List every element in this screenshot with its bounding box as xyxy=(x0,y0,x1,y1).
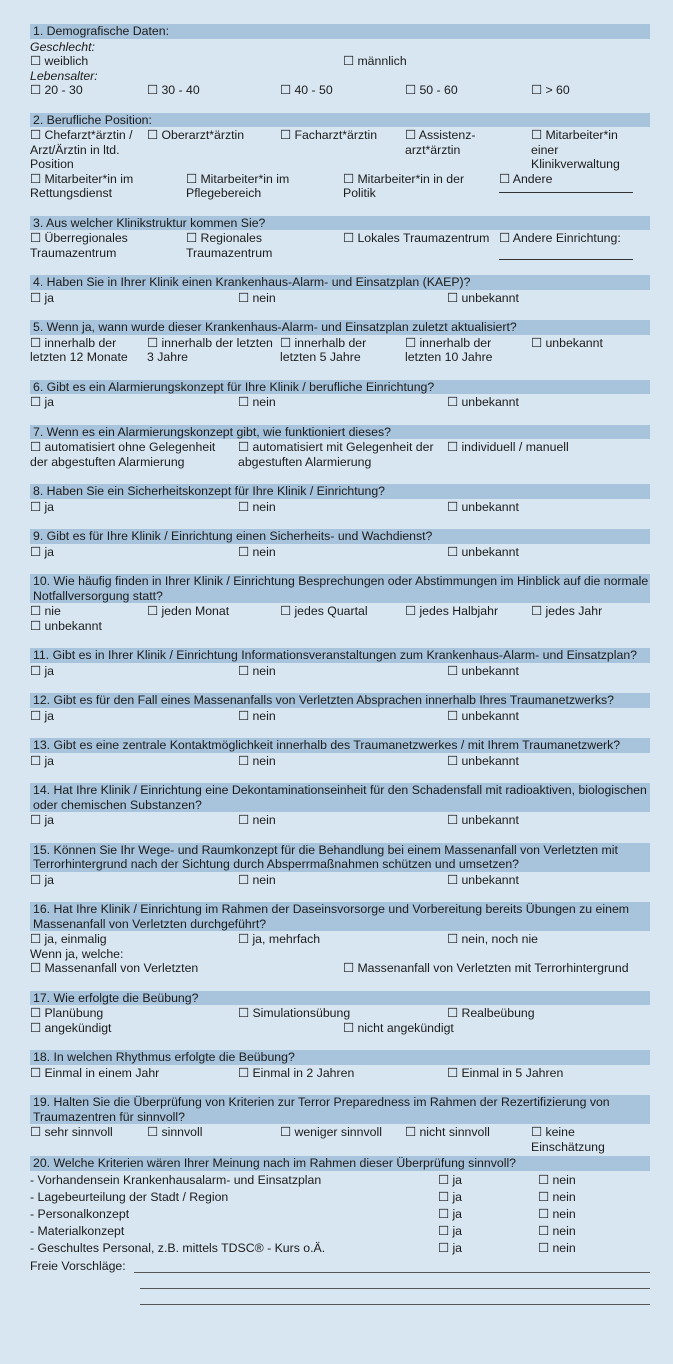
option-einmalig[interactable]: ☐ ja, einmalig xyxy=(30,932,107,946)
option-nein[interactable]: ☐ nein xyxy=(238,663,276,678)
option-unbekannt[interactable]: ☐ unbekannt xyxy=(447,813,519,827)
section-16-options xyxy=(30,932,650,947)
age-row xyxy=(30,83,650,98)
option-einmal-1-jahr[interactable]: ☐ Einmal in einem Jahr xyxy=(30,1065,160,1080)
section-5-header: 5. Wenn ja, wann wurde dieser Krankenhaus-Alarm- und Einsatzplan zuletzt aktualisiert? xyxy=(30,320,650,335)
option-jedes-jahr[interactable]: ☐ jedes Jahr xyxy=(531,604,603,618)
gender-row xyxy=(30,54,650,69)
section-4-header: 4. Haben Sie in Ihrer Klinik einen Krankenhaus-Alarm- und Einsatzplan (KAEP)? xyxy=(30,275,650,290)
option-age-40-50[interactable]: ☐ 40 - 50 xyxy=(280,83,333,97)
option-age-60-plus[interactable]: ☐ > 60 xyxy=(531,83,570,97)
criteria-nein[interactable]: ☐ nein xyxy=(538,1223,576,1238)
option-nicht-sinnvoll[interactable]: ☐ nicht sinnvoll xyxy=(405,1125,490,1139)
position-row-2 xyxy=(30,172,650,201)
section-10-options-2 xyxy=(30,619,650,634)
criteria-label: - Personalkonzept xyxy=(30,1206,130,1221)
option-nein[interactable]: ☐ nein xyxy=(238,708,276,723)
section-16 xyxy=(30,902,650,976)
free-suggestions-row xyxy=(30,1259,650,1274)
option-unbekannt[interactable]: ☐ unbekannt xyxy=(531,335,603,350)
option-unbekannt[interactable]: ☐ unbekannt xyxy=(447,872,519,887)
criteria-nein[interactable]: ☐ nein xyxy=(538,1189,576,1204)
option-jedes-quartal[interactable]: ☐ jedes Quartal xyxy=(280,604,368,618)
section-7-header: 7. Wenn es ein Alarmierungskonzept gibt, wie funktioniert dieses? xyxy=(30,425,650,440)
position-row-1 xyxy=(30,128,650,172)
section-10-header: 10. Wie häufig finden in Ihrer Klinik / Einrichtung Besprechungen oder Abstimmungen im Hinblick auf die normale Notfallversorgung statt? xyxy=(30,574,650,603)
gender-label: Geschlecht: xyxy=(30,39,95,54)
option-unbekannt[interactable]: ☐ unbekannt xyxy=(30,618,102,633)
section-5 xyxy=(30,320,650,365)
andere-einrichtung-input-line[interactable] xyxy=(499,259,633,260)
section-8 xyxy=(30,484,650,514)
option-individuell[interactable]: ☐ individuell / manuell xyxy=(447,440,569,454)
option-andere-wrap xyxy=(499,172,633,201)
section-2 xyxy=(30,113,650,201)
section-14-header: 14. Hat Ihre Klinik / Einrichtung eine Dekontaminationseinheit für den Schadensfall mit radioaktiven, biologischen oder chemischen Substanzen? xyxy=(30,783,650,812)
section-16-which-label-row xyxy=(30,947,650,962)
section-2-header: 2. Berufliche Position: xyxy=(30,113,650,128)
section-14 xyxy=(30,783,650,828)
option-einmal-5-jahre[interactable]: ☐ Einmal in 5 Jahren xyxy=(447,1065,564,1080)
criteria-ja[interactable]: ☐ ja xyxy=(438,1172,463,1187)
option-automatisiert-mit[interactable]: ☐ automatisiert mit Gelegenheit der abgestuften Alarmierung xyxy=(238,440,434,469)
option-oberarzt[interactable]: ☐ Oberarzt*ärztin xyxy=(147,128,245,142)
option-andere[interactable]: ☐ Andere xyxy=(499,171,553,186)
section-14-options xyxy=(30,813,650,828)
section-16-which-options xyxy=(30,961,650,976)
criteria-nein[interactable]: ☐ nein xyxy=(538,1206,576,1221)
option-mehrfach[interactable]: ☐ ja, mehrfach xyxy=(238,932,321,946)
option-nein[interactable]: ☐ nein xyxy=(238,813,276,827)
option-nicht-angekuendigt[interactable]: ☐ nicht angekündigt xyxy=(343,1020,454,1035)
option-5-jahre[interactable]: ☐ innerhalb der letzten 5 Jahre xyxy=(280,335,367,364)
criteria-ja[interactable]: ☐ ja xyxy=(438,1189,463,1204)
section-20-header: 20. Welche Kriterien wären Ihrer Meinung nach im Rahmen dieser Überprüfung sinnvoll? xyxy=(30,1156,650,1171)
option-planuebung[interactable]: ☐ Planübung xyxy=(30,1006,104,1020)
criteria-nein[interactable]: ☐ nein xyxy=(538,1240,576,1255)
option-unbekannt[interactable]: ☐ unbekannt xyxy=(447,663,519,678)
criteria-row xyxy=(30,1223,650,1240)
section-10-options xyxy=(30,604,650,619)
section-1 xyxy=(30,24,650,98)
option-nein[interactable]: ☐ nein xyxy=(238,872,276,887)
section-1-header: 1. Demografische Daten: xyxy=(30,24,650,39)
section-19-options xyxy=(30,1125,650,1154)
criteria-row xyxy=(30,1172,650,1189)
option-pflegebereich[interactable]: ☐ Mitarbeiter*in im Pflegebereich xyxy=(186,171,290,200)
option-sehr-sinnvoll[interactable]: ☐ sehr sinnvoll xyxy=(30,1125,113,1139)
criteria-label: - Geschultes Personal, z.B. mittels TDSC® - Kurs o.Ä. xyxy=(30,1240,326,1255)
option-maennlich[interactable]: ☐ männlich xyxy=(343,54,407,68)
criteria-ja[interactable]: ☐ ja xyxy=(438,1206,463,1221)
option-weniger-sinnvoll[interactable]: ☐ weniger sinnvoll xyxy=(280,1125,382,1139)
option-jeden-monat[interactable]: ☐ jeden Monat xyxy=(147,604,230,618)
criteria-ja[interactable]: ☐ ja xyxy=(438,1223,463,1238)
section-13-header: 13. Gibt es eine zentrale Kontaktmöglichkeit innerhalb des Traumanetzwerkes / mit Ihrem Traumanetzwerk? xyxy=(30,738,650,753)
option-ja[interactable]: ☐ ja xyxy=(30,290,55,305)
section-15-options xyxy=(30,873,650,888)
section-17-options xyxy=(30,1006,650,1021)
section-12-header: 12. Gibt es für den Fall eines Massenanfalls von Verletzten Absprachen innerhalb Ihres Traumanetzwerks? xyxy=(30,693,650,708)
section-11-options xyxy=(30,664,650,679)
option-manv[interactable]: ☐ Massenanfall von Verletzten xyxy=(30,961,199,975)
section-15 xyxy=(30,843,650,888)
free-suggestions-line-3[interactable] xyxy=(140,1289,650,1305)
option-10-jahre[interactable]: ☐ innerhalb der letzten 10 Jahre xyxy=(405,335,493,364)
section-16-header: 16. Hat Ihre Klinik / Einrichtung im Rahmen der Daseinsvorsorge und Vorbereitung bereits Übungen zu einem Massenanfall von Verletzten durchgeführt? xyxy=(30,902,650,931)
option-ja[interactable]: ☐ ja xyxy=(30,708,55,723)
option-simulationsuebung[interactable]: ☐ Simulationsübung xyxy=(238,1006,351,1020)
option-nein[interactable]: ☐ nein xyxy=(238,499,276,514)
option-age-30-40[interactable]: ☐ 30 - 40 xyxy=(147,83,200,97)
section-9 xyxy=(30,529,650,559)
section-3-header: 3. Aus welcher Klinikstruktur kommen Sie? xyxy=(30,216,650,231)
criteria-label: - Materialkonzept xyxy=(30,1223,125,1238)
option-assistenzarzt[interactable]: ☐ Assistenz-arzt*ärztin xyxy=(405,128,476,157)
section-17 xyxy=(30,991,650,1036)
option-nie[interactable]: ☐ nie xyxy=(30,604,61,618)
option-unbekannt[interactable]: ☐ unbekannt xyxy=(447,290,519,305)
section-7-options xyxy=(30,440,650,469)
option-facharzt[interactable]: ☐ Facharzt*ärztin xyxy=(280,128,378,142)
criteria-label: - Lagebeurteilung der Stadt / Region xyxy=(30,1189,229,1204)
free-suggestions-line-1[interactable] xyxy=(134,1259,650,1273)
section-6 xyxy=(30,380,650,410)
section-13-options xyxy=(30,754,650,769)
option-unbekannt[interactable]: ☐ unbekannt xyxy=(447,544,519,559)
option-rettungsdienst[interactable]: ☐ Mitarbeiter*in im Rettungsdienst xyxy=(30,171,134,200)
option-unbekannt[interactable]: ☐ unbekannt xyxy=(447,753,519,768)
criteria-ja[interactable]: ☐ ja xyxy=(438,1240,463,1255)
section-3 xyxy=(30,216,650,261)
section-18-options xyxy=(30,1066,650,1081)
option-age-50-60[interactable]: ☐ 50 - 60 xyxy=(405,83,458,97)
section-11 xyxy=(30,648,650,678)
option-ja[interactable]: ☐ ja xyxy=(30,872,55,887)
section-4 xyxy=(30,275,650,305)
option-noch-nie[interactable]: ☐ nein, noch nie xyxy=(447,932,539,946)
section-20 xyxy=(30,1156,650,1305)
section-12-options xyxy=(30,709,650,724)
questionnaire-form xyxy=(30,24,650,1320)
age-label: Lebensalter: xyxy=(30,68,98,83)
option-jedes-halbjahr[interactable]: ☐ jedes Halbjahr xyxy=(405,604,499,618)
option-ja[interactable]: ☐ ja xyxy=(30,395,55,409)
option-ja[interactable]: ☐ ja xyxy=(30,813,55,827)
option-politik[interactable]: ☐ Mitarbeiter*in in der Politik xyxy=(343,171,465,200)
option-ja[interactable]: ☐ ja xyxy=(30,663,55,678)
option-ueberregional[interactable]: ☐ Überregionales Traumazentrum xyxy=(30,231,128,260)
section-17-options-2 xyxy=(30,1021,650,1036)
section-18-header: 18. In welchen Rhythmus erfolgte die Beübung? xyxy=(30,1050,650,1065)
section-6-header: 6. Gibt es ein Alarmierungskonzept für Ihre Klinik / berufliche Einrichtung? xyxy=(30,380,650,395)
option-weiblich[interactable]: ☐ weiblich xyxy=(30,54,89,68)
option-einmal-2-jahre[interactable]: ☐ Einmal in 2 Jahren xyxy=(238,1065,355,1080)
section-19-header: 19. Halten Sie die Überprüfung von Kriterien zur Terror Preparedness im Rahmen der Rezertifizierung von Traumazentren für sinnvoll? xyxy=(30,1095,650,1124)
option-lokal[interactable]: ☐ Lokales Traumazentrum xyxy=(343,231,490,245)
section-8-options xyxy=(30,500,650,515)
criteria-row xyxy=(30,1206,650,1223)
option-angekuendigt[interactable]: ☐ angekündigt xyxy=(30,1020,112,1035)
option-chefarzt[interactable]: ☐ Chefarzt*ärztin / Arzt/Ärztin in ltd. Position xyxy=(30,128,133,171)
option-unbekannt[interactable]: ☐ unbekannt xyxy=(447,499,519,514)
option-andere-einrichtung-wrap xyxy=(499,231,633,260)
andere-input-line[interactable] xyxy=(499,192,633,193)
section-15-header: 15. Können Sie Ihr Wege- und Raumkonzept für die Behandlung bei einem Massenanfall von Verletzten mit Terrorhintergrund nach der Sichtung durch Absperrmaßnahmen schützen und umsetzen? xyxy=(30,843,650,872)
section-18 xyxy=(30,1050,650,1080)
option-unbekannt[interactable]: ☐ unbekannt xyxy=(447,395,519,409)
criteria-row xyxy=(30,1240,650,1257)
option-unbekannt[interactable]: ☐ unbekannt xyxy=(447,708,519,723)
option-nein[interactable]: ☐ nein xyxy=(238,290,276,305)
option-nein[interactable]: ☐ nein xyxy=(238,753,276,768)
section-5-options xyxy=(30,336,650,365)
option-12-monate[interactable]: ☐ innerhalb der letzten 12 Monate xyxy=(30,335,128,364)
section-11-header: 11. Gibt es in Ihrer Klinik / Einrichtung Informationsveranstaltungen zum Krankenhaus-Alarm- und Einsatzplan? xyxy=(30,648,650,663)
option-sinnvoll[interactable]: ☐ sinnvoll xyxy=(147,1125,203,1139)
section-12 xyxy=(30,693,650,723)
option-keine-einschaetzung[interactable]: ☐ keine Einschätzung xyxy=(531,1125,605,1154)
option-regional[interactable]: ☐ Regionales Traumazentrum xyxy=(186,231,273,260)
clinic-structure-row xyxy=(30,231,650,260)
section-4-options xyxy=(30,291,650,306)
option-nein[interactable]: ☐ nein xyxy=(238,544,276,559)
section-9-header: 9. Gibt es für Ihre Klinik / Einrichtung einen Sicherheits- und Wachdienst? xyxy=(30,529,650,544)
section-13 xyxy=(30,738,650,768)
free-suggestions-label: Freie Vorschläge: xyxy=(30,1258,126,1273)
section-7 xyxy=(30,425,650,470)
option-manv-terror[interactable]: ☐ Massenanfall von Verletzten mit Terrorhintergrund xyxy=(343,961,629,975)
section-6-options xyxy=(30,395,650,410)
option-klinikverwaltung[interactable]: ☐ Mitarbeiter*in einer Klinikverwaltung xyxy=(531,128,620,171)
criteria-row xyxy=(30,1189,650,1206)
option-ja[interactable]: ☐ ja xyxy=(30,499,55,514)
section-9-options xyxy=(30,545,650,560)
option-realbeuebung[interactable]: ☐ Realbeübung xyxy=(447,1006,535,1020)
option-age-20-30[interactable]: ☐ 20 - 30 xyxy=(30,83,83,97)
option-andere-einrichtung[interactable]: ☐ Andere Einrichtung: xyxy=(499,231,621,245)
section-10 xyxy=(30,574,650,633)
which-label: Wenn ja, welche: xyxy=(30,946,124,961)
free-suggestions-line-2[interactable] xyxy=(140,1273,650,1289)
section-17-header: 17. Wie erfolgte die Beübung? xyxy=(30,991,650,1006)
option-3-jahre[interactable]: ☐ innerhalb der letzten 3 Jahre xyxy=(147,335,273,364)
criteria-nein[interactable]: ☐ nein xyxy=(538,1172,576,1187)
option-automatisiert-ohne[interactable]: ☐ automatisiert ohne Gelegenheit der abgestuften Alarmierung xyxy=(30,440,216,469)
criteria-label: - Vorhandensein Krankenhausalarm- und Einsatzplan xyxy=(30,1172,322,1187)
section-19 xyxy=(30,1095,650,1154)
option-ja[interactable]: ☐ ja xyxy=(30,544,55,559)
option-ja[interactable]: ☐ ja xyxy=(30,753,55,768)
option-nein[interactable]: ☐ nein xyxy=(238,395,276,409)
section-8-header: 8. Haben Sie ein Sicherheitskonzept für Ihre Klinik / Einrichtung? xyxy=(30,484,650,499)
